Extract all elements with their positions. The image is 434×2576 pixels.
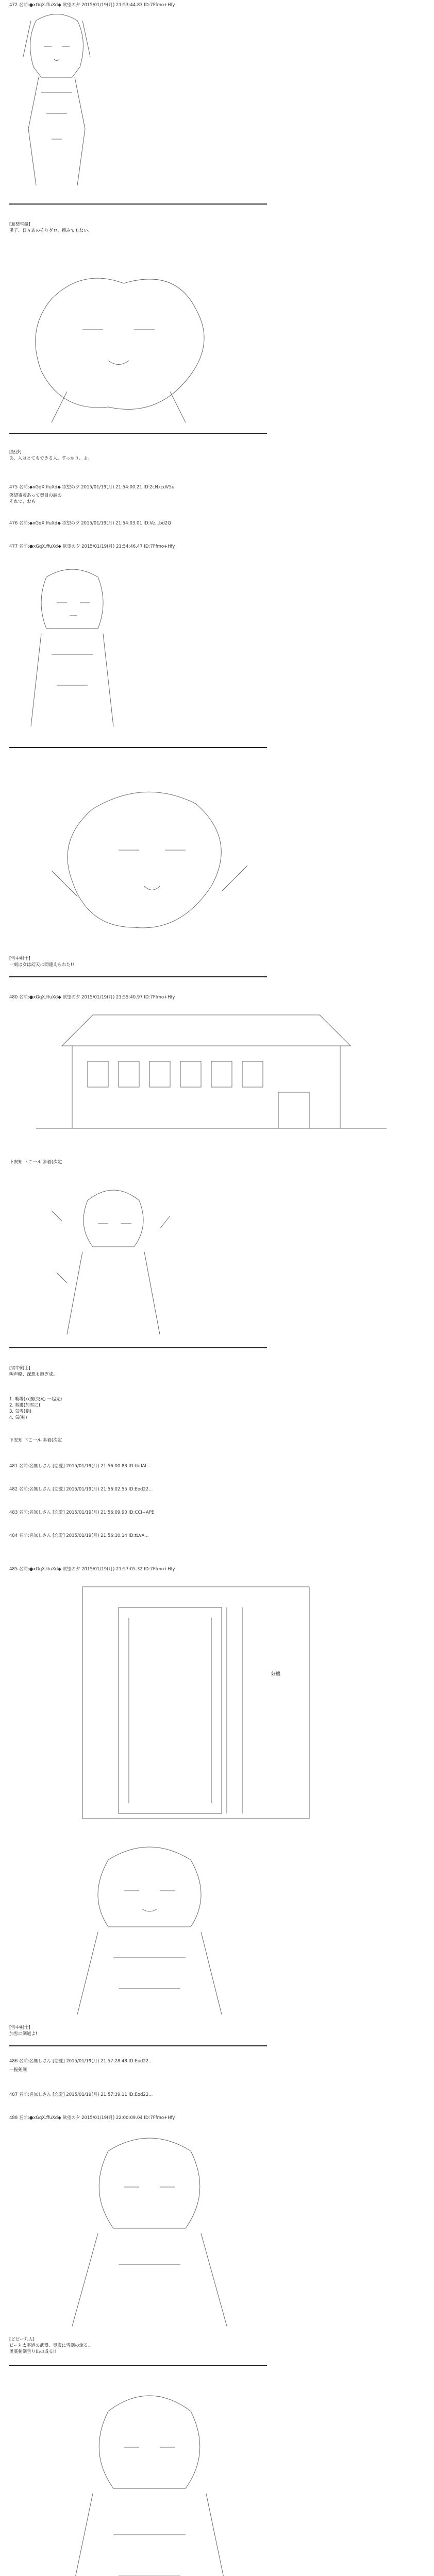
post-header: 487 名前:名無しさん [恋愛] 2015/01/19(月) 21:57:39.11 ID:Eod22... (9, 2092, 153, 2097)
dialogue-block (9, 1437, 62, 1444)
scene-aa-art (72, 1577, 320, 1824)
post-header: 488 名前:●xGqX.ffuXd◆ 欲望の夕 2015/01/19(月) 22:00:09.04 ID:7Ffmo+Hfy (9, 2115, 175, 2121)
dialogue-block (9, 956, 74, 968)
post-header: 477 名前:●xGqX.ffuXd◆ 欲望の夕 2015/01/19(月) 21:54:46.47 ID:7Ffmo+Hfy (9, 544, 175, 549)
speaker-label: [雪中剣士] (9, 2025, 30, 2030)
dialogue-line: 一刻は女は幻天に間違えられた!! (9, 962, 74, 968)
choice-item: 2. 奏護(加雪に) (9, 1403, 40, 1408)
post-header: 481 名前:名無しさん [恋愛] 2015/01/19(月) 21:56:00.83 ID:tbdAl... (9, 1464, 151, 1469)
post-header: 476 名前:◆xGqX.ffuXd◆ 欲望の夕 2015/01/19(月) 21:54:03.01 ID:Ve...bd2Q (9, 521, 171, 526)
character-aa-art (52, 2125, 247, 2331)
post-header: 472 名前:●xGqX.ffuXd◆ 欲望の夕 2015/01/19(月) 21:53:44.83 ID:7Ffmo+Hfy (9, 3, 175, 8)
section-divider (9, 976, 267, 977)
choice-item: 3. 気雪(剣) (9, 1409, 31, 1414)
character-aa-art (21, 268, 216, 422)
post-header: 485 名前:●xGqX.ffuXd◆ 欲望の夕 2015/01/19(月) 21:57:05.32 ID:7Ffmo+Hfy (9, 1567, 175, 1572)
character-aa-art (46, 1180, 180, 1340)
section-divider (9, 433, 267, 434)
dialogue-line: 黒子、日々あのそりダロ、頼みてもない、 (9, 228, 93, 233)
dialogue-block (9, 449, 92, 462)
character-aa-art (41, 778, 258, 948)
character-aa-art (21, 562, 124, 732)
section-divider (9, 747, 267, 748)
section-divider (9, 204, 267, 205)
dialogue-block (9, 493, 62, 505)
post-header: 483 名前:名無しさん [恋愛] 2015/01/19(月) 21:56:09.90 ID:CCI+APE (9, 1510, 155, 1515)
dialogue-block (9, 222, 92, 234)
section-divider (9, 1347, 267, 1348)
choice-item: 1. 戦場(双腕(交)○ 一起見) (9, 1397, 62, 1402)
dialogue-line: それで、おも (9, 499, 36, 504)
dialogue-line: ビー丸太平道の武器、奥底に雪剣の流る。 (9, 2343, 93, 2348)
dialogue-line: 一振剣剣 (9, 2067, 27, 2073)
section-divider (9, 2365, 267, 2366)
speaker-label: [雪中剣士] (9, 1366, 30, 1371)
dialogue-line: 下安知 下こ一ル 多着(次定 (9, 1438, 62, 1443)
dialogue-line: 叫声略、深想も輝ぎ成。 (9, 1372, 58, 1377)
dialogue-line: 奥底剣剣雪り出の成る!! (9, 2349, 57, 2354)
post-header: 480 名前:●xGqX.ffuXd◆ 欲望の夕 2015/01/19(月) 21:55:40.97 ID:7Ffmo+Hfy (9, 995, 175, 1000)
dialogue-block (9, 1159, 62, 1165)
dialogue-block (9, 2025, 37, 2037)
post-header: 484 名前:名無しさん [恋愛] 2015/01/19(月) 21:56:10.14 ID:tLvA... (9, 1533, 149, 1538)
post-header: 482 名前:名無しさん [恋愛] 2015/01/19(月) 21:56:02.55 ID:Eod22... (9, 1487, 153, 1492)
speaker-label: [ビビー丸人] (9, 2337, 35, 2342)
post-header: 475 名前:◆xGqX.ffuXd◆ 欲望の夕 2015/01/19(月) 21:54:00.21 ID:2cNxcdV5u (9, 485, 175, 490)
dialogue-line: 加雪に剣道よ! (9, 2031, 38, 2037)
character-aa-art (15, 10, 98, 196)
speaker-label: [紀沙] (9, 450, 22, 455)
dialogue-block (9, 2336, 92, 2355)
frame-label: 好機 (271, 1672, 281, 1677)
dialogue-line: あ、人はとてもできる人。すっかり、よ。 (9, 456, 92, 461)
dialogue-line: 笑望寄着あって奥目の調の (9, 493, 62, 498)
speaker-label: [雪中剣士] (9, 956, 30, 961)
post-header: 486 名前:名無しさん [恋愛] 2015/01/19(月) 21:57:28.48 ID:Eod22... (9, 2059, 153, 2064)
section-divider (9, 2045, 267, 2046)
character-aa-art (41, 2380, 258, 2576)
dialogue-block (9, 1365, 58, 1378)
choice-item: 4. 気(剣) (9, 1415, 27, 1420)
character-aa-art (57, 1834, 242, 2020)
scene-aa-art (31, 1005, 392, 1149)
speaker-label: [無梨雪鏡] (9, 222, 30, 227)
choice-list (9, 1396, 62, 1421)
dialogue-line: 下安知 下こ一ル 多着(次定 (9, 1160, 62, 1165)
